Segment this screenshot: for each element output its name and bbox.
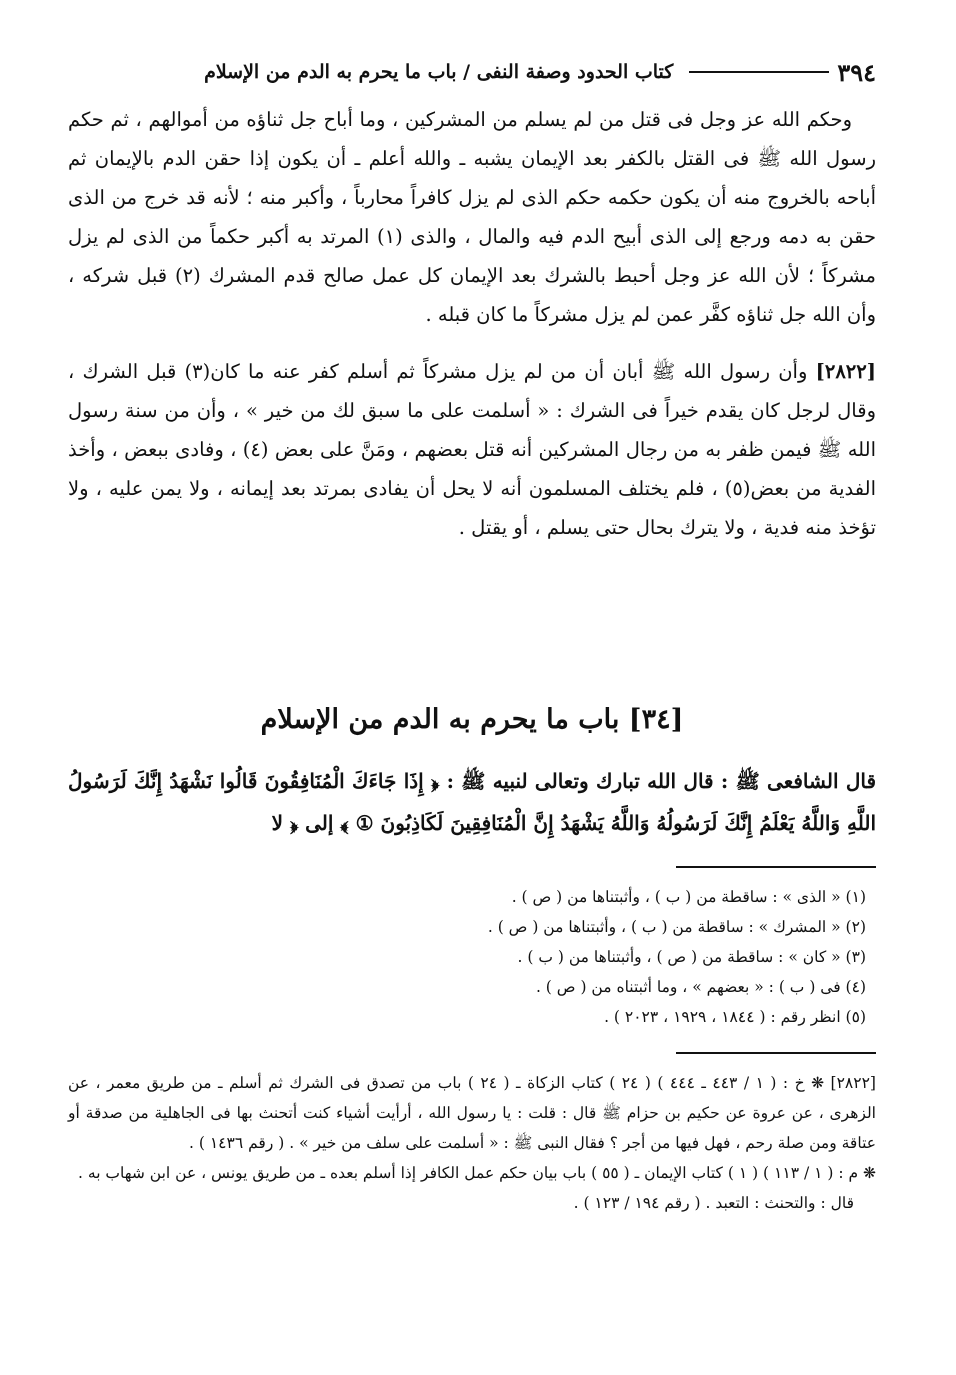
- main-text: [68, 100, 876, 547]
- footnote: (١) « الذى » : ساقطة من ( ب ) ، وأثبتناها من ( ص ) .: [511, 888, 866, 906]
- chapter-intro: قال الشافعى ﷺ : قال الله تبارك وتعالى لنبيه ﷺ :: [446, 769, 877, 793]
- chapter-body: [68, 760, 876, 844]
- running-title: كتاب الحدود وصفة النفى / باب ما يحرم به الدم من الإسلام: [204, 61, 674, 83]
- footnotes: [80, 882, 866, 1032]
- footnote: (٥) انظر رقم : ( ١٨٤٤ ، ١٩٢٩ ، ٢٠٢٣ ) .: [604, 1008, 866, 1026]
- takhrij-section: [68, 1068, 876, 1218]
- takhrij-entry-3: قال : والتحنث : التعبد . ( رقم ١٩٤ / ١٢٣ ) .: [573, 1194, 854, 1212]
- page-number: ٣٩٤: [837, 57, 876, 87]
- takhrij-line: ❋ م : ( ١ / ١١٣ ) ( ١ ) كتاب الإيمان ـ ( ٥٥ ) باب بيان حكم عمل الكافر إذا أسلم بعده ـ من طريق: [252, 1164, 876, 1182]
- page-header: [68, 52, 876, 92]
- takhrij-continuation: طريق معمر ، عن الزهرى ، عن عروة عن حكيم بن حزام ﷺ قال : قلت : يا رسول الله ، أرأيت أشياء كنت أتحنث بها فى الجاهلية من صدقة أو عتاقة ومن صلة رحم ، فهل فيها من أجر ؟ فقال النبى ﷺ : « أسلمت على سلف من خير » . ( رقم ١٤٣٦ ) .: [68, 1074, 876, 1152]
- paragraph-1: وحكم الله عز وجل فى قتل من لم يسلم من المشركين ، وما أباح جل ثناؤه من أموالهم ، ثم حكم رسول الله ﷺ فى القتل بالكفر بعد الإيمان يشبه ـ والله أعلم ـ أن يكون إذا حقن الدم بالإيمان ثم أباحه بالخروج منه أن يكون حكمه حكم الذى لم يزل كافراً محارباً ، وأكبر منه ؛ لأنه قد خرج من الذى حقن به دمه ورجع إلى الذى أبيح الدم فيه والمال ، والذى (١) المرتد به أكبر حكماً من الذى لم يزل مشركاً ؛ لأن الله عز وجل أحبط بالشرك بعد الإيمان كل عمل صالح قدم المشرك (٢) قبل شركه ، وأن الله جل ثناؤه كفَّر عمن لم يزل مشركاً ما كان قبله .: [68, 108, 876, 326]
- footnote-divider: [676, 866, 876, 868]
- footnote: (٤) فى ( ب ) : « بعضهم » ، وما أثبتناه من ( ص ) .: [535, 978, 866, 996]
- takhrij-line: [٢٨٢٢] ❋ خ : ( ١ / ٤٤٣ ـ ٤٤٤ ) ( ٢٤ ) كتاب الزكاة ـ ( ٢٤ ) باب من تصدق فى الشرك ثم أسلم ـ من: [191, 1074, 876, 1092]
- paragraph-2: [68, 352, 876, 547]
- footnote: (٢) « المشرك » : ساقطة من ( ب ) ، وأثبتناها من ( ص ) .: [487, 918, 866, 936]
- takhrij-entry-1: [68, 1068, 876, 1158]
- chapter-title: [٣٤] باب ما يحرم به الدم من الإسلام: [260, 704, 684, 735]
- footnote: (٣) « كان » : ساقطة من ( ص ) ، وأثبتناها من ( ب ) .: [517, 948, 866, 966]
- takhrij-entry-2: [68, 1158, 876, 1188]
- paragraph-2-text: وأن رسول الله ﷺ أبان أن من لم يزل مشركاً ثم أسلم كفر عنه ما كان(٣) قبل الشرك ، وقال لرجل كان يقدم خيراً فى الشرك : « أسلمت على ما سبق لك من خير » ، وأن من سنة رسول الله ﷺ فيمن ظفر به من رجال المشركين أنه قتل بعضهم ، ومَنَّ على بعض (٤) ، وفادى ببعض ، وأخذ الفدية من بعض(٥) ، فلم يختلف المسلمون أنه لا يحل أن يفادى بمرتد بعد إيمانه ، ولا يمن عليه ، ولا تؤخذ منه فدية ، ولا يترك بحال حتى يسلم ، أو يقتل .: [68, 360, 876, 539]
- takhrij-continuation: يونس ، عن ابن شهاب به .: [78, 1164, 248, 1182]
- quran-verse: ﴿ إِذَا جَاءَكَ الْمُنَافِقُونَ قَالُوا نَشْهَدُ إِنَّكَ لَرَسُولُ اللَّهِ وَاللَّهُ يَعْلَمُ إِنَّكَ لَرَسُولُهُ وَاللَّهُ يَشْهَدُ إِنَّ الْمُنَافِقِينَ لَكَاذِبُونَ ① ﴾: [68, 769, 876, 835]
- takhrij-divider: [676, 1052, 876, 1054]
- header-rule: [689, 71, 829, 73]
- chapter-tail: إلى ﴿ لا: [271, 811, 334, 835]
- hadith-number: [٢٨٢٢]: [815, 360, 876, 383]
- chapter-text: [68, 760, 876, 844]
